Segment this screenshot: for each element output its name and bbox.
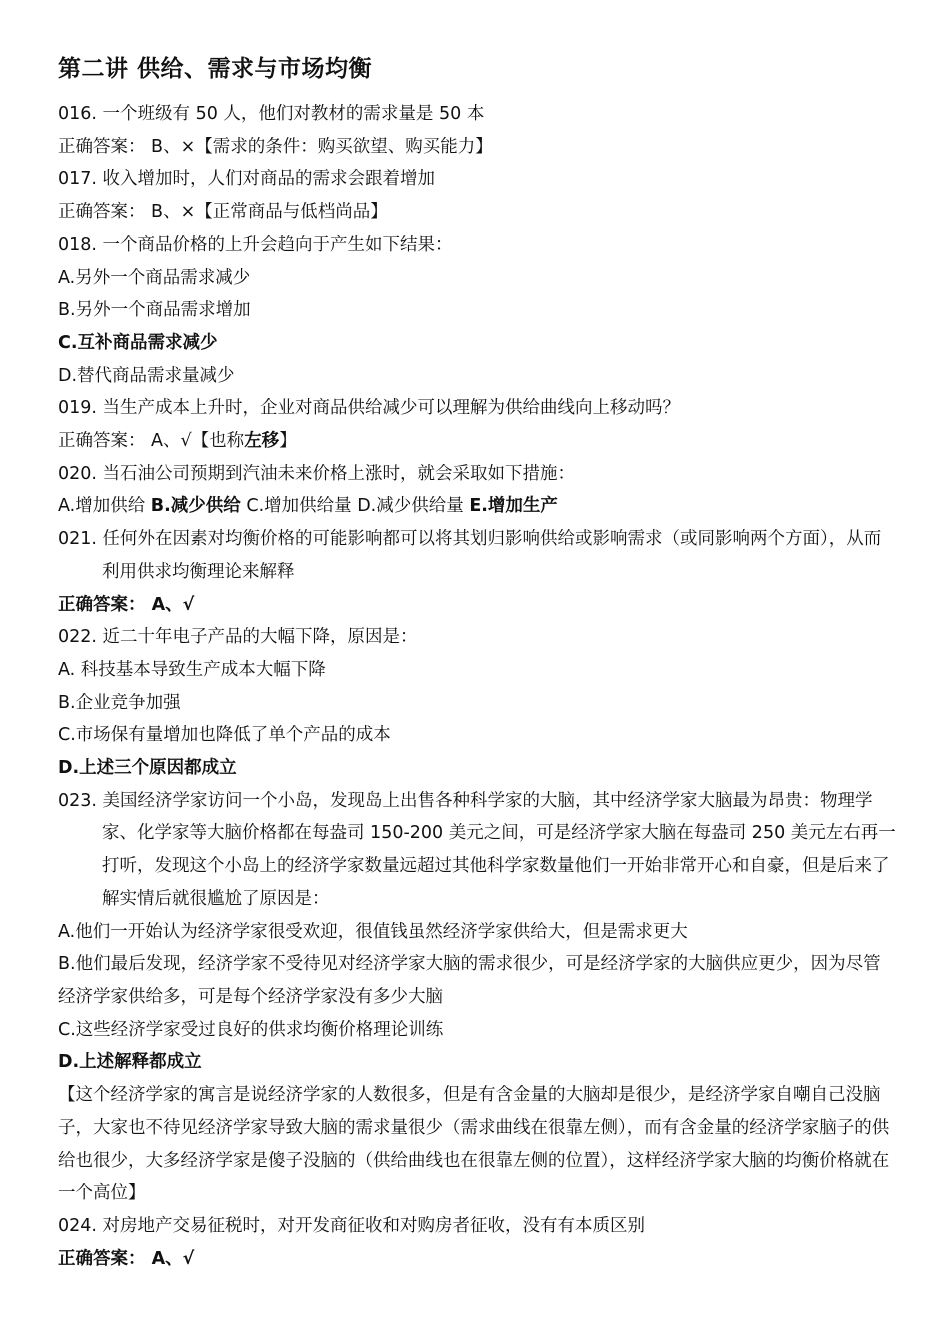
option-018-a: A.另外一个商品需求减少 (58, 267, 251, 288)
question-021: 021. 任何外在因素对均衡价格的可能影响都可以将其划归影响供给或影响需求（或同影响两个方面），从而利用供求均衡理论来解释 (58, 529, 882, 582)
option-023-b: B.他们最后发现，经济学家不受待见对经济学家大脑的需求很少，可是经济学家的大脑供应更少，因为尽管经济学家供给多，可是每个经济学家没有多少大脑 (58, 954, 881, 1007)
question-022: 022. 近二十年电子产品的大幅下降，原因是： (58, 627, 418, 648)
option-018-c: C.互补商品需求减少 (58, 332, 218, 353)
page-title: 第二讲 供给、需求与市场均衡 (58, 56, 373, 82)
answer-021: 正确答案： A、√ (58, 594, 195, 615)
option-020-a: A.增加供给 (58, 496, 151, 517)
question-016: 016. 一个班级有 50 人，他们对教材的需求量是 50 本 (58, 104, 485, 124)
option-022-d: D.上述三个原因都成立 (58, 758, 237, 779)
option-023-c: C.这些经济学家受过良好的供求均衡价格理论训练 (58, 1019, 444, 1040)
option-023-d: D.上述解释都成立 (58, 1052, 202, 1073)
question-020: 020. 当石油公司预期到汽油未来价格上涨时，就会采取如下措施： (58, 463, 576, 484)
answer-016: 正确答案： B、×【需求的条件：购买欲望、购买能力】 (58, 136, 493, 157)
explanation-023: 【这个经济学家的寓言是说经济学家的人数很多，但是有含金量的大脑却是很少，是经济学家自嘲自己没脑子，大家也不待见经济学家导致大脑的需求量很少（需求曲线在很靠左侧），而有含金量的经济学家脑子的供给也很少，大多经济学家是傻子没脑的（供给曲线也在很靠左侧的位置），这样经济学家大脑的均衡价格就在一个高位】 (58, 1085, 890, 1204)
option-020-cd: C.增加供给量 D.减少供给量 (240, 496, 470, 517)
question-023: 023. 美国经济学家访问一个小岛，发现岛上出售各种科学家的大脑，其中经济学家大脑最为昂贵：物理学家、化学家等大脑价格都在每盎司 150-200 美元之间，可是经济学家大脑在每盎司 250 美元左右再一打听，发现这个小岛上的经济学家数量远超过其他科学家数量他们一开始非常开心和自豪，但是后来了解实情后就很尴尬了原因是： (58, 790, 896, 909)
question-024: 024. 对房地产交易征税时，对开发商征收和对购房者征收，没有有本质区别 (58, 1215, 646, 1236)
option-020-e: E.增加生产 (469, 496, 558, 517)
document-page (58, 52, 898, 1275)
option-018-b: B.另外一个商品需求增加 (58, 300, 251, 321)
option-020-b: B.减少供给 (150, 496, 241, 517)
question-017: 017. 收入增加时，人们对商品的需求会跟着增加 (58, 169, 436, 190)
option-022-b: B.企业竞争加强 (58, 692, 181, 713)
option-023-a: A.他们一开始认为经济学家很受欢迎，很值钱虽然经济学家供给大，但是需求更大 (58, 921, 688, 942)
options-020 (58, 490, 898, 523)
option-022-a: A. 科技基本导致生产成本大幅下降 (58, 659, 326, 680)
option-022-c: C.市场保有量增加也降低了单个产品的成本 (58, 725, 391, 746)
answer-024: 正确答案： A、√ (58, 1248, 195, 1269)
question-019: 019. 当生产成本上升时，企业对商品供给减少可以理解为供给曲线向上移动吗？ (58, 398, 681, 419)
option-018-d: D.替代商品需求量减少 (58, 365, 235, 386)
answer-019-emphasis: 左移 (244, 431, 280, 452)
answer-019-suffix: 】 (279, 431, 297, 452)
answer-019-prefix: 正确答案： A、√【也称 (58, 431, 245, 452)
answer-019 (58, 425, 898, 458)
answer-017: 正确答案： B、×【正常商品与低档尚品】 (58, 202, 388, 223)
question-018: 018. 一个商品价格的上升会趋向于产生如下结果： (58, 234, 453, 255)
